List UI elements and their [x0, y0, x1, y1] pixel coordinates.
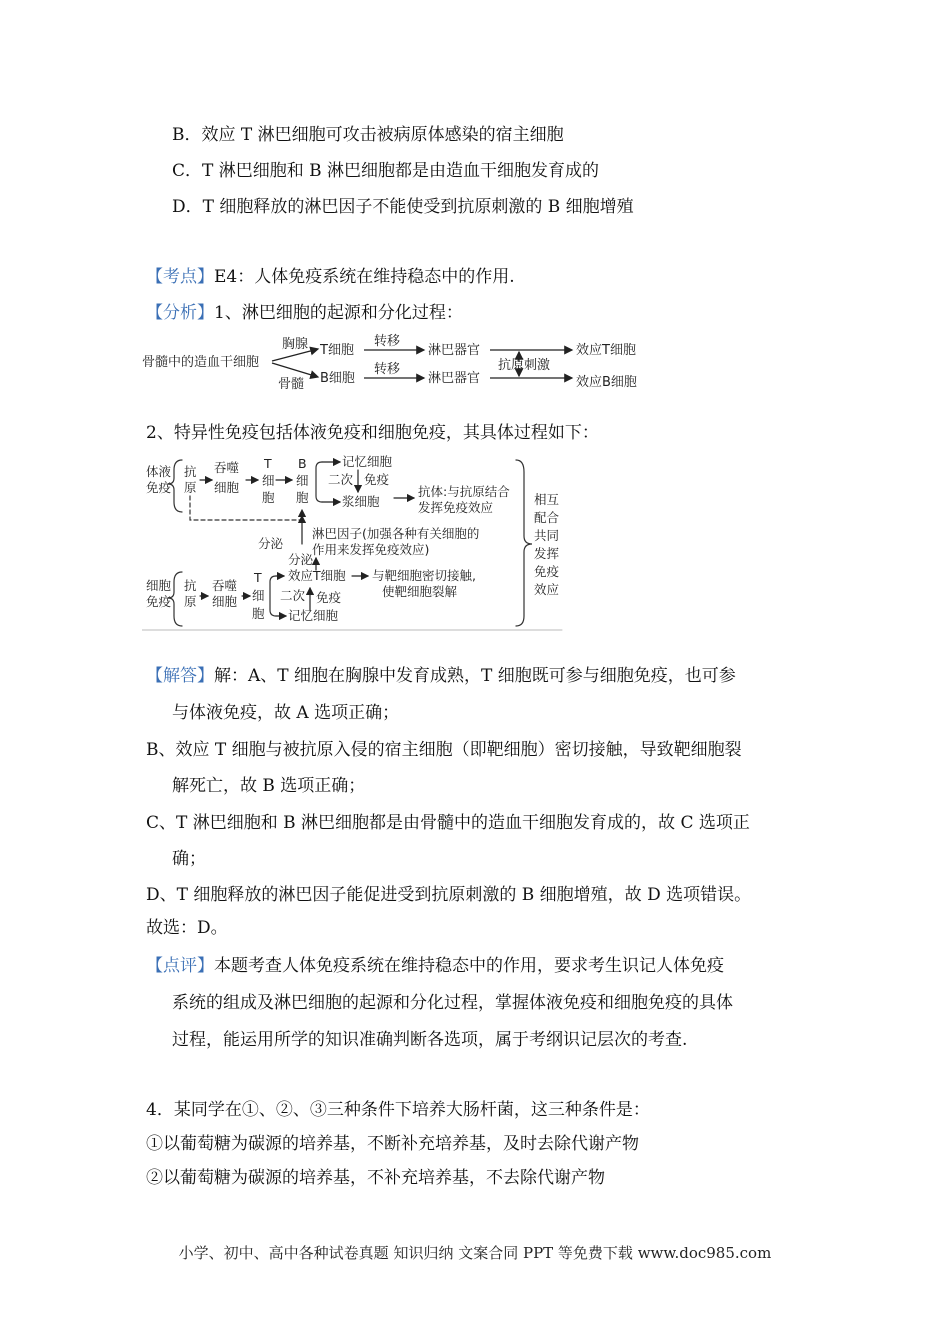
d2-b-1c: 胞 — [296, 490, 309, 505]
d2-humoral-1: 体液 — [146, 464, 172, 479]
jieda-line-5: C、T 淋巴细胞和 B 淋巴细胞都是由骨髓中的造血干细胞发育成的，故 C 选项正 — [146, 813, 750, 833]
d1-t-cell: T细胞 — [320, 343, 354, 358]
d2-second-2: 二次 — [280, 588, 306, 603]
d2-phago-2a: 吞噬 — [212, 578, 238, 593]
d2-phago-1a: 吞噬 — [214, 460, 240, 475]
jieda-line-4: 解死亡，故 B 选项正确； — [172, 776, 366, 796]
d2-b-1b: 细 — [296, 473, 309, 488]
d2-right-2: 配合 — [534, 510, 560, 525]
d2-memory-2: 记忆细胞 — [288, 608, 339, 623]
d2-antigen-2a: 抗 — [184, 578, 197, 593]
specific-immunity-diagram — [142, 452, 566, 632]
d2-right-6: 效应 — [534, 582, 560, 597]
d2-right-5: 免疫 — [534, 564, 560, 579]
fenxi-tag: 【分析】 — [146, 303, 214, 323]
dianping-tag: 【点评】 — [146, 956, 214, 976]
kaodian-tag: 【考点】 — [146, 267, 214, 287]
d2-secrete-1: 分泌 — [258, 536, 284, 551]
d2-t-2b: 细 — [252, 588, 265, 603]
jieda-line-6: 确； — [172, 849, 206, 869]
d2-right-4: 发挥 — [534, 546, 560, 561]
d1-lymph-organ-2: 淋巴器官 — [428, 371, 481, 386]
d2-t-1c: 胞 — [262, 490, 275, 505]
jieda-text-1: 解：A、T 细胞在胸腺中发育成熟，T 细胞既可参与细胞免疫，也可参 — [214, 666, 736, 686]
d2-antibody-2: 发挥免疫效应 — [418, 500, 494, 515]
d2-lymphokine-1: 淋巴因子(加强各种有关细胞的 — [312, 526, 480, 541]
dianping-text-1: 本题考查人体免疫系统在维持稳态中的作用，要求考生识记人体免疫 — [214, 956, 724, 976]
kaodian-text: E4：人体免疫系统在维持稳态中的作用. — [214, 267, 515, 287]
q4-condition-2: ②以葡萄糖为碳源的培养基，不补充培养基，不去除代谢产物 — [146, 1168, 605, 1188]
option-d: D．T 细胞释放的淋巴因子不能使受到抗原刺激的 B 细胞增殖 — [172, 197, 634, 217]
point-2: 2、特异性免疫包括体液免疫和细胞免疫，其具体过程如下： — [146, 423, 599, 443]
d2-antibody-1: 抗体:与抗原结合 — [418, 484, 510, 499]
d1-antigen: 抗原刺激 — [498, 358, 551, 373]
jieda-line-1 — [146, 663, 736, 689]
d2-antigen-1a: 抗 — [184, 464, 197, 479]
fenxi-line — [146, 300, 463, 326]
option-c: C．T 淋巴细胞和 B 淋巴细胞都是由造血干细胞发育成的 — [172, 161, 600, 181]
jieda-tag: 【解答】 — [146, 666, 214, 686]
d1-lymph-organ-1: 淋巴器官 — [428, 343, 481, 358]
d1-transfer-2: 转移 — [374, 362, 401, 377]
d2-plasma: 浆细胞 — [342, 494, 380, 509]
q4-title: 4．某同学在①、②、③三种条件下培养大肠杆菌，这三种条件是： — [146, 1100, 650, 1120]
jieda-line-3: B、效应 T 细胞与被抗原入侵的宿主细胞（即靶细胞）密切接触，导致靶细胞裂 — [146, 740, 742, 760]
jieda-line-2: 与体液免疫，故 A 选项正确； — [172, 703, 400, 723]
jieda-line-8: 故选：D。 — [146, 918, 228, 938]
d2-memory-1: 记忆细胞 — [342, 454, 393, 469]
d1-b-cell: B细胞 — [320, 371, 355, 386]
d2-t-2c: 胞 — [252, 606, 265, 621]
d2-secrete-2: 分泌 — [288, 552, 314, 567]
dianping-line-2: 系统的组成及淋巴细胞的起源和分化过程，掌握体液免疫和细胞免疫的具体 — [172, 993, 733, 1013]
d1-source: 骨髓中的造血干细胞 — [142, 355, 260, 370]
d2-second-1: 二次 — [328, 472, 354, 487]
d2-antigen-2b: 原 — [184, 594, 197, 609]
d2-antigen-1b: 原 — [184, 480, 197, 495]
d2-phago-1b: 细胞 — [214, 480, 240, 495]
d2-target-2: 使靶细胞裂解 — [382, 584, 458, 599]
dianping-line-1 — [146, 953, 724, 979]
d2-cellular-1: 细胞 — [146, 578, 172, 593]
d2-eff-t: 效应T细胞 — [288, 568, 346, 583]
dianping-line-3: 过程，能运用所学的知识准确判断各选项，属于考纲识记层次的考查. — [172, 1030, 688, 1050]
d2-b-1a: B — [298, 456, 307, 471]
d2-immune-1: 免疫 — [364, 472, 390, 487]
d1-eff-t: 效应T细胞 — [576, 343, 636, 358]
page-footer: 小学、初中、高中各种试卷真题 知识归纳 文案合同 PPT 等免费下载 www.doc985.com — [178, 1244, 772, 1262]
d2-t-1b: 细 — [262, 473, 275, 488]
d2-lymphokine-2: 作用来发挥免疫效应) — [312, 542, 430, 557]
d2-right-3: 共同 — [534, 528, 560, 543]
fenxi-text: 1、淋巴细胞的起源和分化过程： — [214, 303, 463, 323]
q4-condition-1: ①以葡萄糖为碳源的培养基，不断补充培养基，及时去除代谢产物 — [146, 1134, 639, 1154]
d2-target-1: 与靶细胞密切接触, — [372, 568, 476, 583]
d2-t-1a: T — [264, 456, 272, 471]
d1-thymus: 胸腺 — [282, 337, 309, 352]
d2-humoral-2: 免疫 — [146, 480, 172, 495]
jieda-line-7: D、T 细胞释放的淋巴因子能促进受到抗原刺激的 B 细胞增殖，故 D 选项错误。 — [146, 885, 752, 905]
d2-t-2a: T — [254, 570, 262, 585]
d2-cellular-2: 免疫 — [146, 594, 172, 609]
d2-phago-2b: 细胞 — [212, 594, 238, 609]
lymphocyte-origin-diagram — [140, 330, 650, 396]
d1-eff-b: 效应B细胞 — [576, 375, 637, 390]
d1-marrow: 骨髓 — [278, 377, 305, 392]
d2-immune-2: 免疫 — [316, 590, 342, 605]
d2-right-1: 相互 — [534, 492, 560, 507]
d1-transfer-1: 转移 — [374, 334, 401, 349]
kaodian-line — [146, 264, 515, 290]
option-b: B．效应 T 淋巴细胞可攻击被病原体感染的宿主细胞 — [172, 125, 564, 145]
